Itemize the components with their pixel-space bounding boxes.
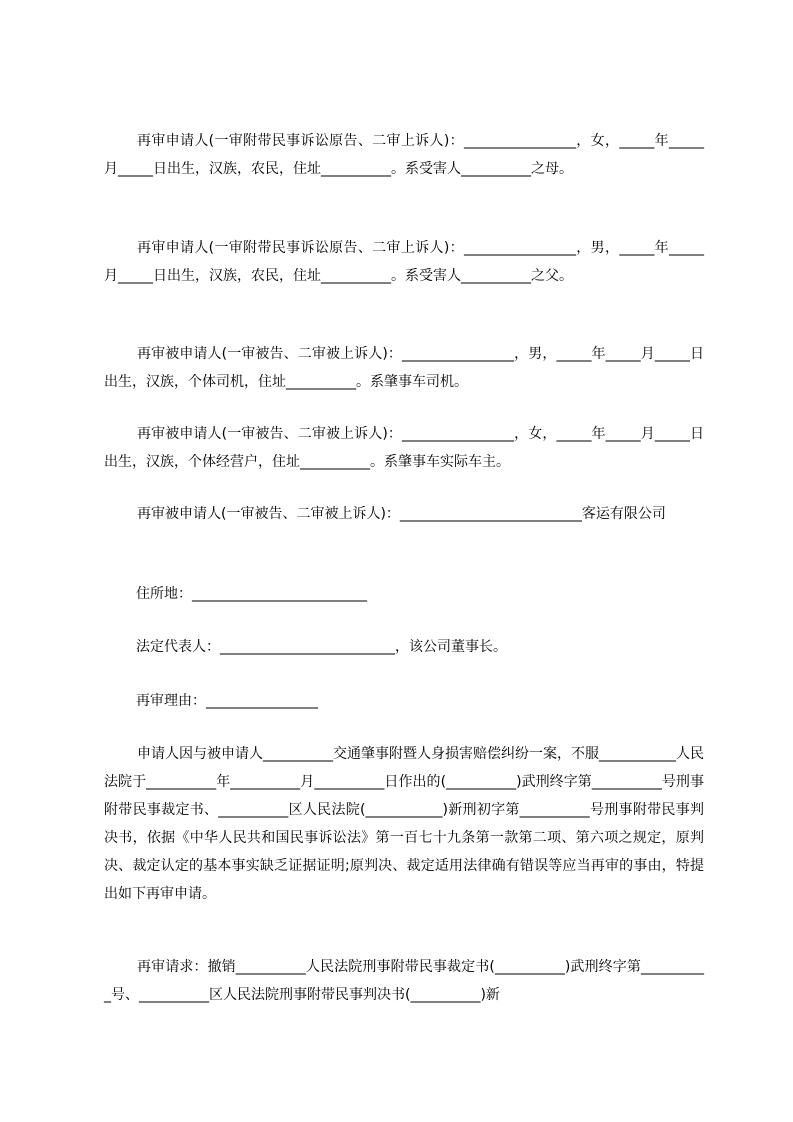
paragraph-address: 住所地：_________________________ — [136, 586, 367, 602]
paragraph-retrial-reason-body: 申请人因与被申请人__________交通肇事附暨人身损害赔偿纠纷一案，不服___________人民法院于__________年__________月__________日作出的(__________)武刑终字第__________号刑事附带民事裁定书、__________区人民法院(___________)新刑初字第__________号刑事附带民事判决书，依据《中华人民共和国民事诉讼法》第一百七十九条第一款第二项、第六项之规定，原判决、裁定认定的基本事实缺乏证据证明;原判决、裁定适用法律确有错误等应当再审的事由，特提出如下再审申请。 — [104, 746, 704, 902]
paragraph-retrial-reason-heading: 再审理由：________________ — [136, 693, 318, 709]
paragraph-respondent-company: 再审被申请人(一审被告、二审被上诉人)：__________________________客运有限公司 — [137, 506, 666, 522]
paragraph-applicant-mother: 再审申请人(一审附带民事诉讼原告、二审上诉人)：________________，女，_____年_____月_____日出生，汉族，农民，住址__________。系受害人__________之母。 — [104, 133, 704, 177]
paragraph-retrial-request: 再审请求：撤销__________人民法院刑事附带民事裁定书(__________)武刑终字第__________号、__________区人民法院刑事附带民事判决书(__________)新 — [104, 959, 704, 1003]
paragraph-respondent-driver: 再审被申请人(一审被告、二审被上诉人)：________________，男，_____年_____月_____日出生，汉族，个体司机，住址__________。系肇事车司机。 — [104, 346, 704, 390]
paragraph-applicant-father: 再审申请人(一审附带民事诉讼原告、二审上诉人)：________________，男，_____年_____月_____日出生，汉族，农民，住址__________。系受害人__________之父。 — [104, 240, 704, 284]
paragraph-respondent-owner: 再审被申请人(一审被告、二审被上诉人)：________________，女，_____年_____月_____日出生，汉族，个体经营户，住址__________。系肇事车实际车主。 — [104, 426, 704, 470]
paragraph-legal-representative: 法定代表人：_________________________，该公司董事长。 — [136, 639, 507, 655]
